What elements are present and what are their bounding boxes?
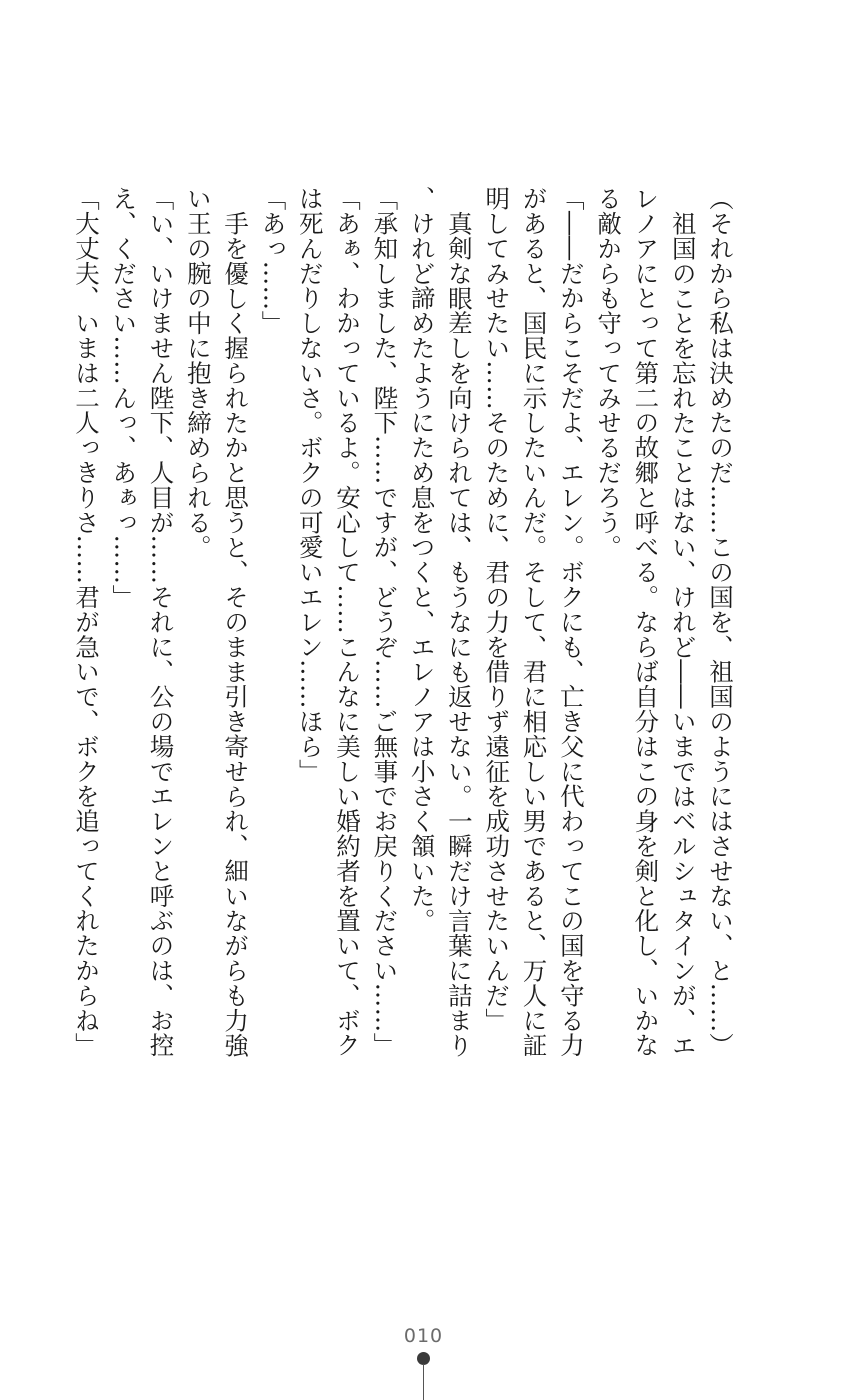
paragraph-6: 「あぁ、わかっているよ。安心して……こんなに美しい婚約者を置いて、ボクは死んだりしないさ。ボクの可愛いエレン……ほら」 xyxy=(295,186,363,1058)
paragraph-4: 真剣な眼差しを向けられては、もうなにも返せない。一瞬だけ言葉に詰まり、けれど諦めたようにため息をつくと、エレノアは小さく頷いた。 xyxy=(407,186,474,1058)
paragraph-10: 「大丈夫、いまは二人っきりさ……君が急いで、ボクを追ってくれたからね」 xyxy=(71,186,101,1058)
page-number: 010 xyxy=(403,1325,444,1347)
paragraph-2: 祖国のことを忘れたことはない、けれど――いまではベルシュタインが、エレノアにとって第二の故郷と呼べる。ならば自分はこの身を剣と化し、いかなる敵からも守ってみせるだろう。 xyxy=(594,186,698,1058)
paragraph-5: 「承知しました、陛下……ですが、どうぞ……ご無事でお戻りください……」 xyxy=(370,186,400,1058)
paragraph-1: （それから私は決めたのだ……この国を、祖国のようにはさせない、と……） xyxy=(706,186,735,1058)
vertical-text-body xyxy=(71,186,739,1066)
paragraph-8: 手を優しく握られたかと思うと、そのまま引き寄せられ、細いながらも力強い王の腕の中に抱き締められる。 xyxy=(183,186,251,1058)
paragraph-3: 「――だからこそだよ、エレン。ボクにも、亡き父に代わってこの国を守る力があると、国民に示したいんだ。そして、君に相応しい男であると、万人に証明してみせたい……そのために、君の力を借りず遠征を成功させたいんだ」 xyxy=(482,186,586,1058)
marker-line xyxy=(423,1364,424,1400)
paragraph-9: 「い、いけません陛下、人目が……それに、公の場でエレンと呼ぶのは、お控え、ください……んっ、あぁっ……」 xyxy=(109,186,176,1058)
paragraph-7: 「あっ……」 xyxy=(258,186,288,336)
page-marker-icon xyxy=(423,1352,425,1400)
